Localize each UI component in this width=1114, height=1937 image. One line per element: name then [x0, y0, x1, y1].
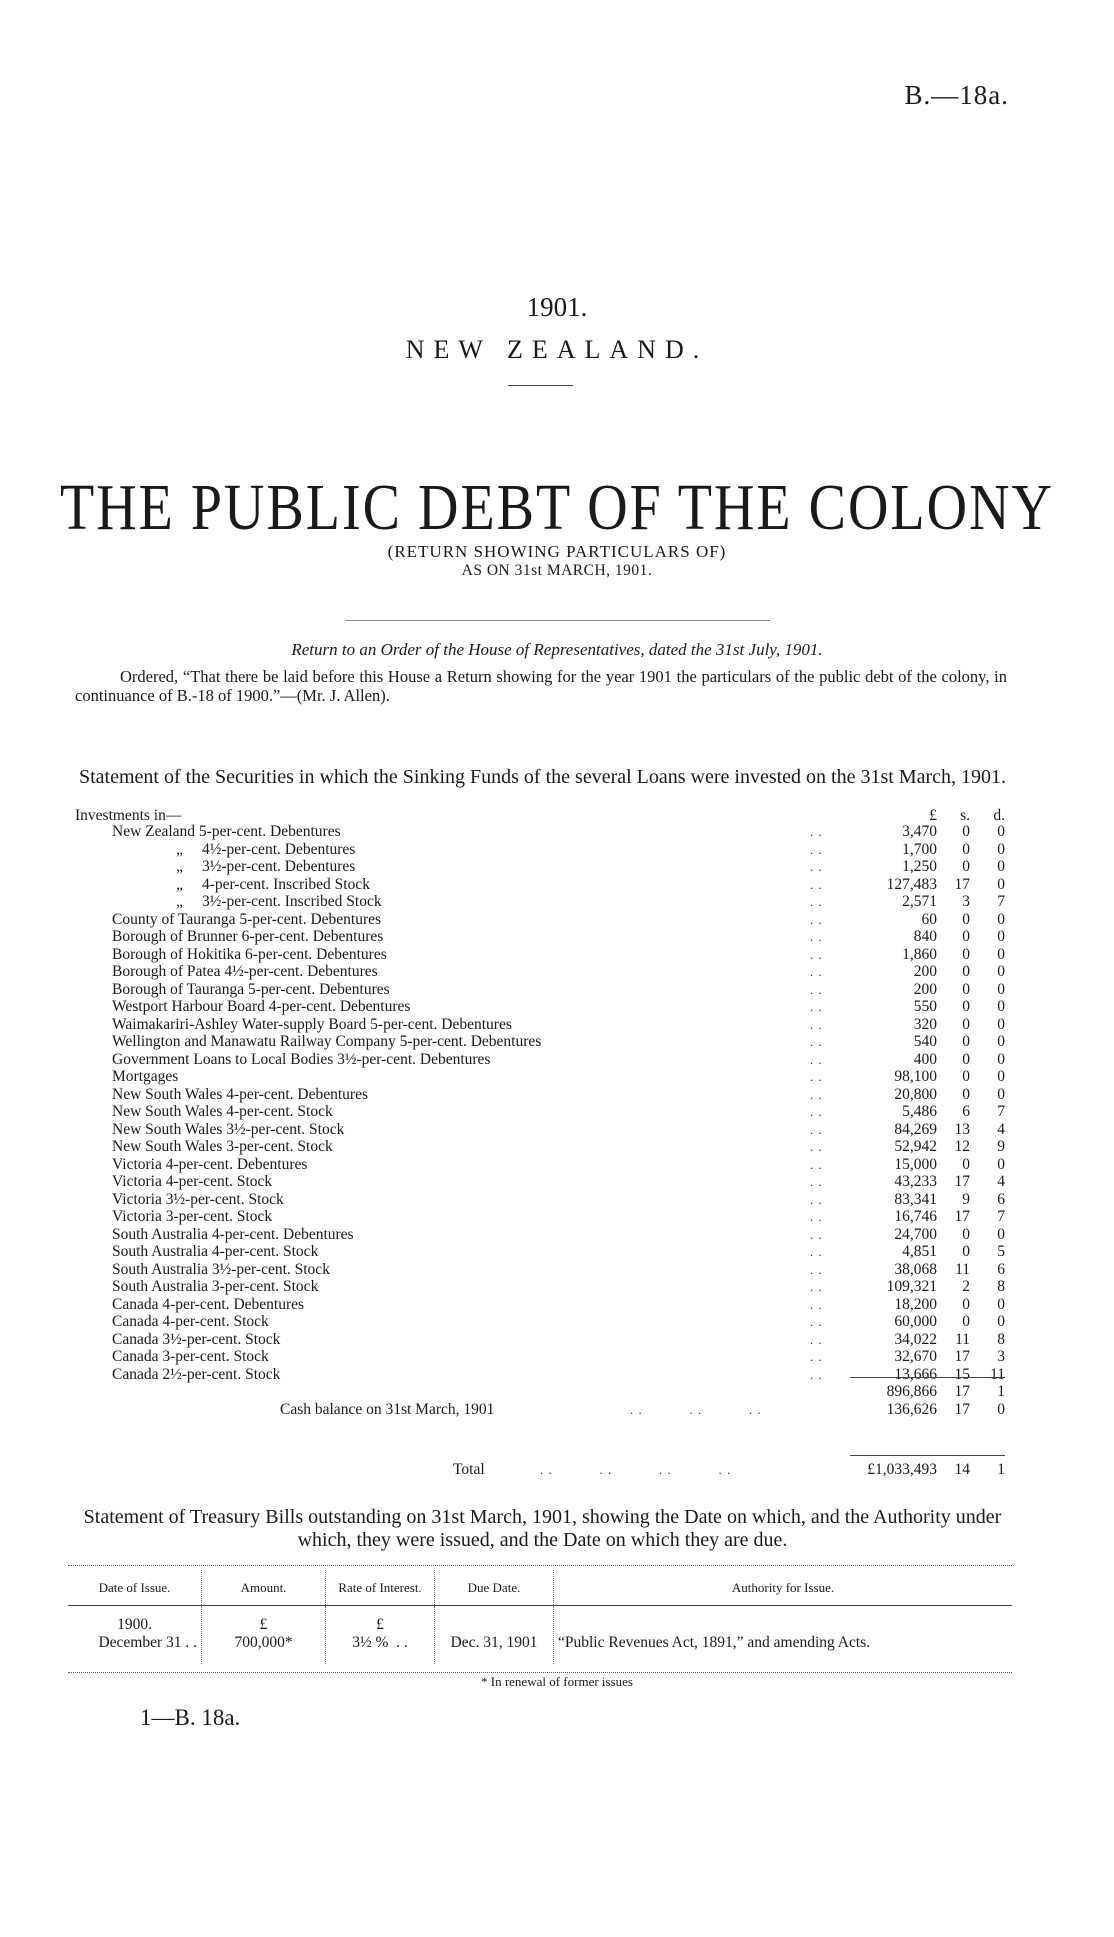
list-item: Canada 4-per-cent. Debentures . . 18,200 0 0: [112, 1295, 1005, 1313]
security-shillings: 17: [954, 875, 970, 893]
ditto-mark: „: [176, 875, 185, 893]
security-amount: 38,068: [894, 1260, 937, 1278]
security-amount: 540: [913, 1033, 937, 1050]
list-item: Waimakariri-Ashley Water-supply Board 5-per-cent. Debentures . . 320 0 0: [112, 1015, 1005, 1033]
security-pence: 0: [997, 1033, 1005, 1050]
masthead-country: NEW ZEALAND.: [405, 335, 709, 364]
security-label: County of Tauranga 5-per-cent. Debentures: [112, 910, 382, 928]
cash-balance-amount: 136,626: [886, 1401, 937, 1418]
rate-value: 3½ %: [352, 1634, 389, 1651]
list-item: South Australia 4-per-cent. Stock . . 4,851 0 5: [112, 1243, 1005, 1260]
security-pence: 11: [990, 1365, 1005, 1383]
list-item: Mortgages . . 98,100 0 0: [112, 1068, 1005, 1085]
security-shillings: 0: [962, 1313, 970, 1330]
security-pence: 8: [997, 1330, 1005, 1348]
security-label: Victoria 3½-per-cent. Stock: [112, 1190, 284, 1208]
list-item: Borough of Brunner 6-per-cent. Debentures . . 840 0 0: [112, 928, 1005, 945]
security-pence: 0: [997, 1225, 1005, 1243]
masthead-year: 1901.: [526, 292, 588, 322]
security-shillings: 3: [962, 893, 970, 910]
cash-balance-row: Cash balance on 31st March, 1901 . . . . . . 136,626 17 0: [280, 1401, 1005, 1418]
list-item: Borough of Patea 4½-per-cent. Debentures . . 200 0 0: [112, 963, 1005, 980]
security-amount: 5,486: [902, 1103, 937, 1120]
due-date-value: Dec. 31, 1901: [450, 1634, 538, 1651]
security-pence: 0: [997, 1295, 1005, 1313]
security-pence: 0: [997, 980, 1005, 998]
security-label: New South Wales 4-per-cent. Stock: [112, 1103, 333, 1120]
security-shillings: 0: [962, 963, 970, 980]
security-amount: 32,670: [894, 1348, 937, 1365]
list-item: New South Wales 4-per-cent. Stock . . 5,486 6 7: [112, 1103, 1005, 1120]
security-amount: 52,942: [894, 1138, 937, 1155]
security-pence: 0: [997, 823, 1005, 840]
security-pence: 0: [997, 1050, 1005, 1068]
list-item: Canada 3½-per-cent. Stock . . 34,022 11 8: [112, 1330, 1005, 1348]
cash-balance-shillings: 17: [954, 1401, 970, 1418]
security-amount: 200: [913, 963, 937, 980]
security-shillings: 13: [954, 1120, 970, 1138]
security-label: Government Loans to Local Bodies 3½-per-cent. Debentures: [112, 1050, 491, 1068]
security-pence: 7: [997, 893, 1005, 910]
security-label: Victoria 4-per-cent. Debentures: [112, 1155, 308, 1173]
security-shillings: 12: [954, 1138, 970, 1155]
order-text: Ordered, “That there be laid before this House a Return showing for the year 1901 the particulars of the public debt of the colony, in continuance of B.-18 of 1900.”—(Mr. J. Allen).: [75, 667, 1007, 705]
security-shillings: 0: [962, 910, 970, 928]
subtitle-date: AS ON 31st MARCH, 1901.: [461, 562, 653, 579]
subtotal-pence: 1: [997, 1383, 1005, 1400]
security-shillings: 0: [962, 1015, 970, 1033]
list-item: Canada 2½-per-cent. Stock . . 13,666 15 11: [112, 1365, 1005, 1383]
amount-unit: £: [259, 1616, 268, 1633]
security-pence: 7: [997, 1208, 1005, 1225]
list-item: „ 4-per-cent. Inscribed Stock . . 127,483 17 0: [176, 875, 1005, 893]
total-pence: 1: [997, 1461, 1005, 1478]
security-label: South Australia 4-per-cent. Stock: [112, 1243, 319, 1260]
security-label: Victoria 4-per-cent. Stock: [112, 1173, 273, 1190]
security-label: New South Wales 4-per-cent. Debentures: [112, 1085, 368, 1103]
cell-amount: [202, 1606, 326, 1665]
security-shillings: 0: [962, 858, 970, 875]
security-shillings: 0: [962, 1050, 970, 1068]
security-amount: 34,022: [894, 1330, 937, 1348]
list-item: „ 3½-per-cent. Inscribed Stock . . 2,571 3 7: [176, 893, 1005, 910]
list-item: New South Wales 4-per-cent. Debentures . . 20,800 0 0: [112, 1085, 1005, 1103]
table-row: [68, 1606, 1012, 1665]
list-item: Borough of Tauranga 5-per-cent. Debentures . . 200 0 0: [112, 980, 1005, 998]
security-shillings: 0: [962, 928, 970, 945]
issue-year: 1900.: [117, 1616, 152, 1633]
security-pence: 7: [997, 1103, 1005, 1120]
security-pence: 0: [997, 928, 1005, 945]
col-amount: Amount.: [202, 1570, 326, 1606]
security-pence: 4: [997, 1173, 1005, 1190]
security-shillings: 0: [962, 1295, 970, 1313]
security-label: Canada 4-per-cent. Stock: [112, 1313, 269, 1330]
security-label: Victoria 3-per-cent. Stock: [112, 1208, 273, 1225]
security-shillings: 0: [962, 980, 970, 998]
security-amount: 127,483: [886, 875, 937, 893]
order-return-line: Return to an Order of the House of Representatives, dated the 31st July, 1901.: [291, 640, 823, 659]
authority-value: “Public Revenues Act, 1891,” and amending Acts.: [558, 1634, 871, 1651]
security-shillings: 0: [962, 1225, 970, 1243]
list-item: Victoria 3½-per-cent. Stock . . 83,341 9 6: [112, 1190, 1005, 1208]
security-label: Canada 3½-per-cent. Stock: [112, 1330, 281, 1348]
security-pence: 5: [997, 1243, 1005, 1260]
security-amount: 1,250: [902, 858, 937, 875]
list-item: South Australia 3½-per-cent. Stock . . 38,068 11 6: [112, 1260, 1005, 1278]
subtotal-amount: 896,866: [886, 1383, 937, 1400]
bills-top-rule: [68, 1565, 1012, 1566]
list-item: „ 3½-per-cent. Debentures . . 1,250 0 0: [176, 858, 1005, 875]
amount-value: 700,000*: [234, 1634, 293, 1651]
security-amount: 20,800: [894, 1085, 937, 1103]
security-amount: 18,200: [894, 1295, 937, 1313]
security-amount: 83,341: [894, 1190, 937, 1208]
list-item: Victoria 4-per-cent. Debentures . . 15,000 0 0: [112, 1155, 1005, 1173]
security-amount: 4,851: [902, 1243, 937, 1260]
security-amount: 13,666: [894, 1365, 937, 1383]
security-pence: 0: [997, 998, 1005, 1015]
statement1-title: Statement of the Securities in which the Sinking Funds of the several Loans were invested on the 31st March, 1901.: [78, 766, 1007, 788]
security-shillings: 6: [962, 1103, 970, 1120]
security-label: Borough of Brunner 6-per-cent. Debentures: [112, 928, 384, 945]
security-shillings: 0: [962, 1085, 970, 1103]
list-item: Victoria 4-per-cent. Stock . . 43,233 17 4: [112, 1173, 1005, 1190]
security-amount: 15,000: [894, 1155, 937, 1173]
security-label: Westport Harbour Board 4-per-cent. Debentures: [112, 998, 411, 1015]
security-pence: 0: [997, 1313, 1005, 1330]
security-pence: 0: [997, 1015, 1005, 1033]
list-item: South Australia 4-per-cent. Debentures . . 24,700 0 0: [112, 1225, 1005, 1243]
ditto-mark: „: [176, 840, 185, 858]
security-amount: 840: [913, 928, 937, 945]
security-shillings: 17: [954, 1348, 970, 1365]
security-pence: 0: [997, 963, 1005, 980]
security-amount: 60,000: [894, 1313, 937, 1330]
cash-balance-label: Cash balance on 31st March, 1901: [280, 1401, 495, 1418]
cell-date-of-issue: [68, 1606, 202, 1665]
subtotal-shillings: 17: [954, 1383, 970, 1400]
security-label: New South Wales 3-per-cent. Stock: [112, 1138, 333, 1155]
security-pence: 0: [997, 1085, 1005, 1103]
security-amount: 1,700: [902, 840, 937, 858]
col-date-of-issue: Date of Issue.: [68, 1570, 202, 1606]
security-label: South Australia 3-per-cent. Stock: [112, 1278, 319, 1295]
security-pence: 8: [997, 1278, 1005, 1295]
security-label: Mortgages: [112, 1068, 179, 1085]
security-shillings: 17: [954, 1208, 970, 1225]
title-rule: [345, 620, 770, 621]
issue-date: December 31 . .: [98, 1634, 197, 1651]
list-item: Canada 3-per-cent. Stock . . 32,670 17 3: [112, 1348, 1005, 1365]
ditto-mark: „: [176, 893, 185, 910]
security-amount: 109,321: [886, 1278, 937, 1295]
col-due-date: Due Date.: [435, 1570, 554, 1606]
security-label: Canada 2½-per-cent. Stock: [112, 1365, 281, 1383]
total-shillings: 14: [954, 1461, 970, 1478]
table-header-row: [68, 1570, 1012, 1606]
bills-bottom-rule: [68, 1672, 1012, 1673]
shillings-header: s.: [960, 807, 970, 824]
list-item: Victoria 3-per-cent. Stock . . 16,746 17 7: [112, 1208, 1005, 1225]
security-label: Borough of Hokitika 6-per-cent. Debentures: [112, 945, 387, 963]
security-amount: 24,700: [894, 1225, 937, 1243]
security-pence: 0: [997, 875, 1005, 893]
security-pence: 0: [997, 1068, 1005, 1085]
security-amount: 1,860: [902, 945, 937, 963]
security-shillings: 17: [954, 1173, 970, 1190]
subtotal-row: [0, 1383, 1114, 1400]
security-amount: 400: [913, 1050, 937, 1068]
security-shillings: 0: [962, 1155, 970, 1173]
security-label: South Australia 3½-per-cent. Stock: [112, 1260, 330, 1278]
list-item: Wellington and Manawatu Railway Company 5-per-cent. Debentures . . 540 0 0: [112, 1033, 1005, 1050]
security-pence: 0: [997, 910, 1005, 928]
masthead-rule: [508, 385, 573, 386]
security-amount: 98,100: [894, 1068, 937, 1085]
security-label: South Australia 4-per-cent. Debentures: [112, 1225, 354, 1243]
security-label: Waimakariri-Ashley Water-supply Board 5-per-cent. Debentures: [112, 1015, 512, 1033]
list-item: Canada 4-per-cent. Stock . . 60,000 0 0: [112, 1313, 1005, 1330]
security-amount: 2,571: [902, 893, 937, 910]
main-title: THE PUBLIC DEBT OF THE COLONY: [60, 471, 1054, 545]
security-shillings: 0: [962, 1243, 970, 1260]
security-pence: 3: [997, 1348, 1005, 1365]
security-amount: 60: [921, 910, 937, 928]
total-rule: [850, 1455, 1005, 1456]
security-amount: 84,269: [894, 1120, 937, 1138]
column-headers: [0, 807, 1114, 824]
security-label: 3½-per-cent. Inscribed Stock: [202, 893, 382, 910]
security-label: New Zealand 5-per-cent. Debentures: [112, 823, 341, 840]
security-amount: 200: [913, 980, 937, 998]
cash-balance-pence: 0: [997, 1401, 1005, 1418]
total-amount: £1,033,493: [867, 1461, 937, 1478]
security-label: 3½-per-cent. Debentures: [202, 858, 356, 875]
list-item: County of Tauranga 5-per-cent. Debentures . . 60 0 0: [112, 910, 1005, 928]
security-amount: 3,470: [902, 823, 937, 840]
list-item: Borough of Hokitika 6-per-cent. Debentures . . 1,860 0 0: [112, 945, 1005, 963]
security-label: 4-per-cent. Inscribed Stock: [202, 875, 370, 893]
pence-header: d.: [993, 807, 1005, 824]
security-pence: 0: [997, 840, 1005, 858]
issue-date-text: December 31: [98, 1634, 182, 1651]
security-shillings: 0: [962, 998, 970, 1015]
security-pence: 6: [997, 1260, 1005, 1278]
list-item: South Australia 3-per-cent. Stock . . 109,321 2 8: [112, 1278, 1005, 1295]
security-pence: 0: [997, 858, 1005, 875]
investments-header: Investments in—: [75, 807, 182, 824]
col-rate: Rate of Interest.: [326, 1570, 435, 1606]
security-label: New South Wales 3½-per-cent. Stock: [112, 1120, 345, 1138]
security-amount: 16,746: [894, 1208, 937, 1225]
cell-due-date: [435, 1606, 554, 1665]
total-label: Total: [453, 1461, 485, 1478]
security-shillings: 11: [955, 1330, 970, 1348]
security-shillings: 2: [962, 1278, 970, 1295]
subtotal-rule: [850, 1377, 1005, 1378]
cell-rate: [326, 1606, 435, 1665]
list-item: Westport Harbour Board 4-per-cent. Debentures . . 550 0 0: [112, 998, 1005, 1015]
security-label: Borough of Patea 4½-per-cent. Debentures: [112, 963, 378, 980]
security-shillings: 0: [962, 840, 970, 858]
security-pence: 9: [997, 1138, 1005, 1155]
col-authority: Authority for Issue.: [554, 1570, 1013, 1606]
security-shillings: 9: [962, 1190, 970, 1208]
security-pence: 6: [997, 1190, 1005, 1208]
security-pence: 0: [997, 945, 1005, 963]
security-shillings: 0: [962, 823, 970, 840]
rate-line: 3½ % . .: [352, 1634, 408, 1651]
list-item: New Zealand 5-per-cent. Debentures . . 3,470 0 0: [112, 823, 1005, 840]
security-amount: 550: [913, 998, 937, 1015]
treasury-bills-table: [68, 1570, 1012, 1664]
security-pence: 0: [997, 1155, 1005, 1173]
list-item: „ 4½-per-cent. Debentures . . 1,700 0 0: [176, 840, 1005, 858]
cell-authority: [554, 1606, 1013, 1665]
document-reference: B.—18a.: [904, 80, 1009, 110]
security-amount: 320: [913, 1015, 937, 1033]
security-shillings: 0: [962, 1033, 970, 1050]
list-item: Government Loans to Local Bodies 3½-per-cent. Debentures . . 400 0 0: [112, 1050, 1005, 1068]
security-shillings: 15: [954, 1365, 970, 1383]
security-amount: 43,233: [894, 1173, 937, 1190]
security-label: 4½-per-cent. Debentures: [202, 840, 356, 858]
page-number: 1—B. 18a.: [140, 1705, 241, 1730]
total-row: Total . . . . . . . . £1,033,493 14 1: [453, 1461, 1005, 1478]
list-item: New South Wales 3-per-cent. Stock . . 52,942 12 9: [112, 1138, 1005, 1155]
security-pence: 4: [997, 1120, 1005, 1138]
footnote: * In renewal of former issues: [481, 1674, 633, 1689]
security-shillings: 0: [962, 945, 970, 963]
subtitle: (RETURN SHOWING PARTICULARS OF): [387, 542, 727, 561]
security-label: Canada 3-per-cent. Stock: [112, 1348, 269, 1365]
security-label: Borough of Tauranga 5-per-cent. Debentures: [112, 980, 390, 998]
security-shillings: 0: [962, 1068, 970, 1085]
list-item: New South Wales 3½-per-cent. Stock . . 84,269 13 4: [112, 1120, 1005, 1138]
security-label: Wellington and Manawatu Railway Company 5-per-cent. Debentures: [112, 1033, 542, 1050]
security-label: Canada 4-per-cent. Debentures: [112, 1295, 305, 1313]
pounds-header: £: [929, 807, 937, 824]
rate-unit: £: [376, 1616, 384, 1633]
statement2-title: Statement of Treasury Bills outstanding on 31st March, 1901, showing the Date on which, and the Authority under which, they were issued, and the Date on which they are due.: [83, 1506, 1002, 1551]
ditto-mark: „: [176, 858, 185, 875]
security-shillings: 11: [955, 1260, 970, 1278]
